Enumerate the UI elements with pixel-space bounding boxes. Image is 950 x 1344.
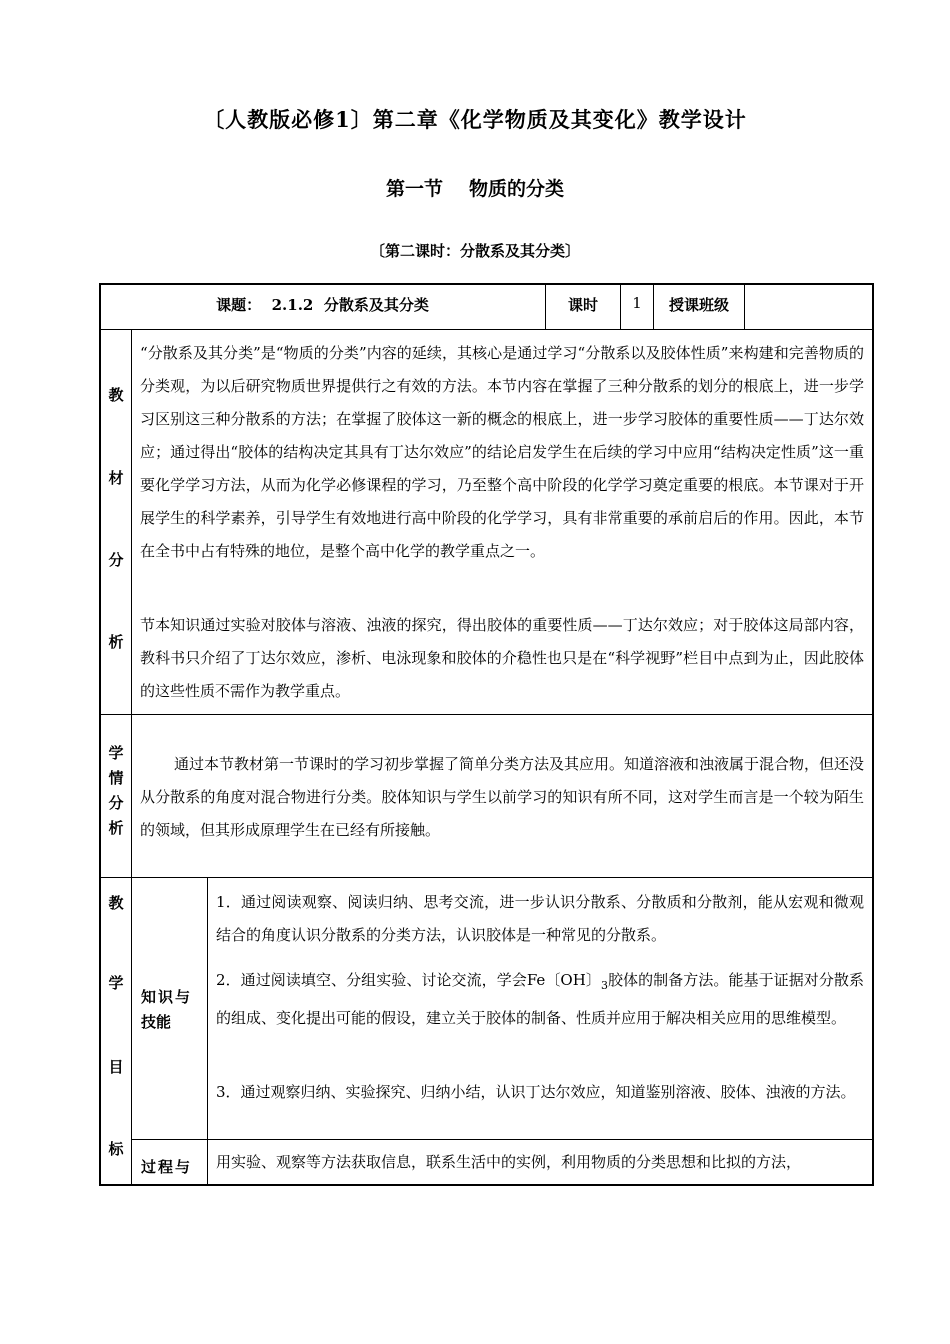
textbook-analysis-label-1: 教 bbox=[108, 386, 124, 404]
section-number: 第一节 bbox=[385, 178, 443, 200]
objective-item-3: 3．通过观察归纳、实验探究、归纳小结，认识丁达尔效应，知道鉴别溶液、胶体、浊液的方法。 bbox=[216, 1083, 856, 1101]
student-analysis-label-4: 析 bbox=[108, 819, 124, 837]
section-name: 物质的分类 bbox=[469, 178, 565, 200]
objective-item-2-pre: 2．通过阅读填空、分组实验、讨论交流，学会Fe〔OH〕 bbox=[216, 971, 601, 989]
objective-item-2-subscript: 3 bbox=[600, 979, 608, 992]
lesson-title: 〔第二课时：分散系及其分类〕 bbox=[369, 242, 580, 260]
knowledge-skills-label-2: 技能 bbox=[141, 1013, 172, 1031]
objective-item-2-post: 胶体的制备方法。能基于证据对分散系的组成、变化提出可能的假设，建立关于胶体的制备、性质并应用于解决相关应用的思维模型。 bbox=[216, 971, 864, 1027]
process-method-text: 用实验、观察等方法获取信息，联系生活中的实例，利用物质的分类思想和比拟的方法， bbox=[216, 1153, 802, 1171]
student-analysis-label-2: 情 bbox=[108, 769, 124, 787]
textbook-analysis-label-3: 分 bbox=[108, 551, 124, 569]
objectives-label-3: 目 bbox=[108, 1058, 124, 1076]
objectives-label-4: 标 bbox=[108, 1140, 124, 1158]
class-label: 授课班级 bbox=[668, 296, 729, 314]
textbook-analysis-para1: “分散系及其分类”是“物质的分类”内容的延续，其核心是通过学习“分散系以及胶体性质”来构建和完善物质的分类观，为以后研究物质世界提供行之有效的方法。本节内容在掌握了三种分散系的划分的根底上，进一步学习区别这三种分散系的方法；在掌握了胶体这一新的概念的根底上，进一步学习胶体的重要性质——丁达尔效应；通过得出“胶体的结构决定其具有丁达尔效应”的结论启发学生在后续的学习中应用“结构决定性质”这一重要化学学习方法，从而为化学必修课程的学习，乃至整个高中阶段的化学学习奠定重要的根底。本节课对于开展学生的科学素养，引导学生有效地进行高中阶段的化学学习，具有非常重要的承前启后的作用。因此，本节在全书中占有特殊的地位，是整个高中化学的教学重点之一。 bbox=[140, 344, 864, 560]
student-analysis-text: 通过本节教材第一节课时的学习初步掌握了简单分类方法及其应用。知道溶液和浊液属于混合物，但还没从分散系的角度对混合物进行分类。胶体知识与学生以前学习的知识有所不同，这对学生而言是一个较为陌生的领域，但其形成原理学生在已经有所接触。 bbox=[140, 755, 865, 839]
hours-value: 1 bbox=[632, 294, 642, 312]
student-analysis-label-1: 学 bbox=[108, 744, 124, 762]
student-analysis-label-3: 分 bbox=[108, 794, 124, 812]
objectives-label-1: 教 bbox=[108, 894, 124, 912]
objective-item-2 bbox=[216, 964, 864, 1035]
topic-cell: 课题： 2.1.2 分散系及其分类 bbox=[216, 296, 429, 314]
section-title bbox=[0, 174, 950, 201]
hours-label: 课时 bbox=[567, 296, 598, 314]
knowledge-skills-label-1: 知识与 bbox=[141, 988, 193, 1006]
textbook-analysis-label-4: 析 bbox=[108, 633, 124, 651]
textbook-analysis-para2: 节本知识通过实验对胶体与溶液、浊液的探究，得出胶体的重要性质——丁达尔效应；对于胶体这局部内容，教科书只介绍了丁达尔效应，渗析、电泳现象和胶体的介稳性也只是在“科学视野”栏目中点到为止，因此胶体的这些性质不需作为教学重点。 bbox=[140, 616, 864, 700]
process-method-label: 过程与 bbox=[141, 1158, 193, 1176]
document-title: 〔人教版必修1〕第二章《化学物质及其变化》教学设计 bbox=[203, 107, 747, 132]
objectives-label-2: 学 bbox=[108, 974, 124, 992]
objective-item-1: 1．通过阅读观察、阅读归纳、思考交流，进一步认识分散系、分散质和分散剂，能从宏观和微观结合的角度认识分散系的分类方法，认识胶体是一种常见的分散系。 bbox=[216, 893, 864, 944]
textbook-analysis-label-2: 材 bbox=[108, 469, 124, 487]
